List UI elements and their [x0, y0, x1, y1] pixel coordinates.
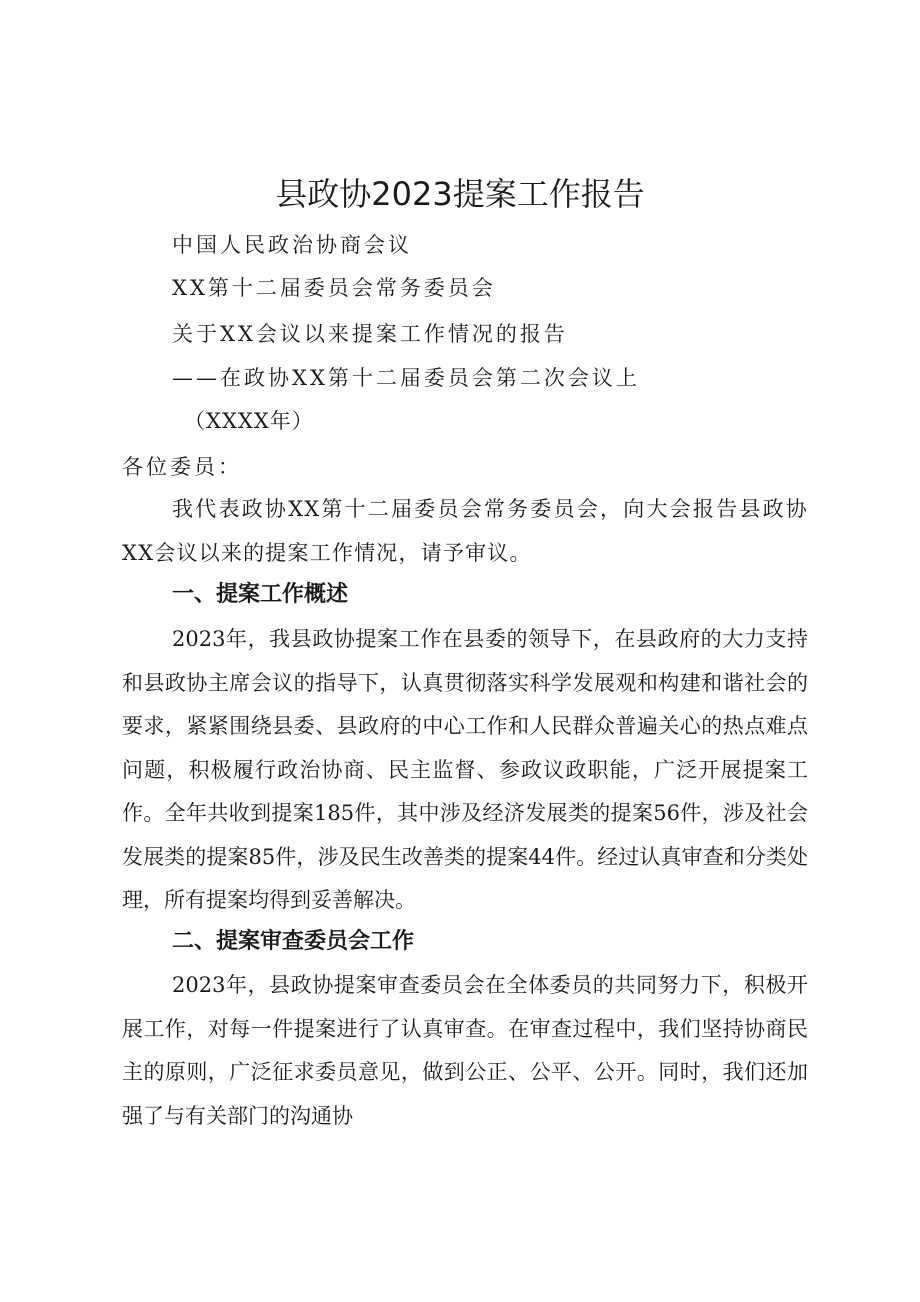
- section-heading-review-committee: 二、提案审查委员会工作: [172, 929, 415, 954]
- section-paragraph-overview: 2023年，我县政协提案工作在县委的领导下，在县政府的大力支持和县政协主席会议的指导下，认真贯彻落实科学发展观和构建和谐社会的要求，紧紧围绕县委、县政府的中心工作和人民群众普遍关心的热点难点问题，积极履行政治协商、民主监督、参政议政职能，广泛开展提案工作。全年共收到提案185件，其中涉及经济发展类的提案56件，涉及社会发展类的提案85件，涉及民生改善类的提案44件。经过认真审查和分类处理，所有提案均得到妥善解决。: [122, 627, 808, 912]
- salutation: 各位委员：: [122, 455, 242, 479]
- header-line-organization: 中国人民政治协商会议: [172, 233, 412, 257]
- section-heading-overview: 一、提案工作概述: [172, 582, 349, 607]
- header-line-meeting: ——在政协XX第十二届委员会第二次会议上: [172, 366, 640, 390]
- section-paragraph-review-committee: 2023年，县政协提案审查委员会在全体委员的共同努力下，积极开展工作，对每一件提案进行了认真审查。在审查过程中，我们坚持协商民主的原则，广泛征求委员意见，做到公正、公平、公开。同时，我们还加强了与有关部门的沟通协: [122, 973, 808, 1128]
- header-line-report-title: 关于XX会议以来提案工作情况的报告: [172, 322, 568, 346]
- document-title: 县政协2023提案工作报告: [275, 175, 645, 213]
- intro-paragraph: 我代表政协XX第十二届委员会常务委员会，向大会报告县政协XX会议以来的提案工作情况，请予审议。: [122, 497, 808, 565]
- header-line-committee: XX第十二届委员会常务委员会: [172, 276, 496, 300]
- header-line-year: （XXXX年）: [184, 409, 314, 433]
